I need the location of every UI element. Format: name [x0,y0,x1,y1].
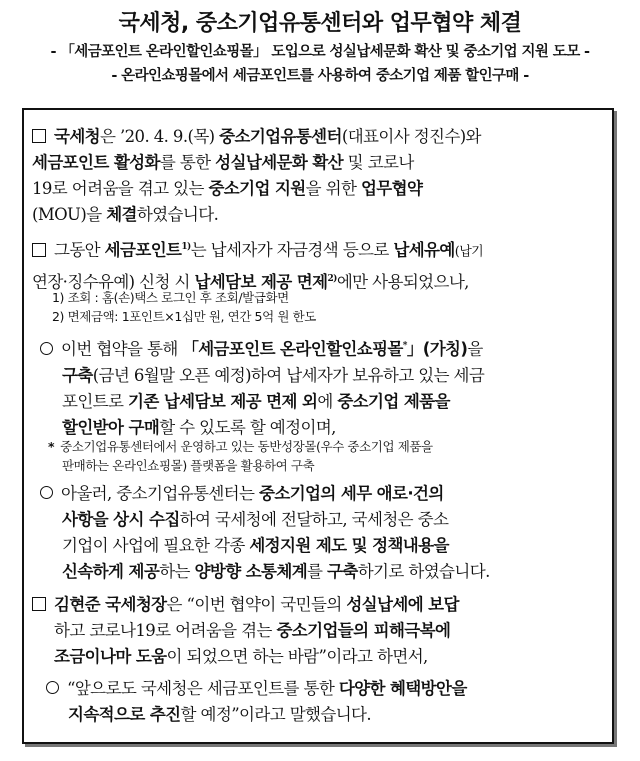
text: 및 코로나 [343,153,414,172]
text: 아울러, 중소기업유통센터는 [61,484,260,503]
text-bold: 중소기업유통센터 [219,127,342,146]
para4-line-4 [40,559,612,585]
text: 를 통한 [159,153,216,172]
footnote-marker: 1) [181,242,191,252]
footnote-marker: * [402,341,407,351]
para5-line-3 [32,644,612,670]
text-bold: 구축 [62,365,93,385]
para2-line-1 [32,234,612,266]
text-bold: 중소기업의 세무 애로·건의 [259,484,444,503]
text: 하고 코로나19로 어려움을 겪는 [54,621,277,640]
text-bold: 중소기업들의 피해극복에 [276,621,451,640]
footnote-marker: 2) [327,273,337,284]
text-bold: 납세담보 제공 면제 [194,272,328,291]
para6-line-1 [46,676,612,702]
text: 할 수 있도록 할 예정이며, [159,417,336,437]
text: 19로 어려움을 겪고 있는 [32,179,209,198]
star-note [48,437,612,475]
square-bullet-icon [32,129,46,143]
square-bullet-icon [32,597,46,611]
text: 중소기업유통센터에서 운영하고 있는 동반성장몰(우수 중소기업 제품을 [60,439,433,454]
para3-line-1 [40,333,612,363]
text-bold: 사항을 상시 수집 [62,510,180,529]
text: (MOU)을 [32,205,107,224]
text-bold: 세정지원 제도 및 정책내용을 [249,536,449,555]
subtitle-2: - 온라인쇼핑몰에서 세금포인트를 사용하여 중소기업 제품 할인구매 - [111,68,529,84]
text-bold: 기존 납세담보 제공 면제 외 [128,391,318,411]
text: 할 예정”이라고 말했습니다. [180,705,372,724]
para1-line-4 [32,202,612,228]
para4-line-2 [40,507,612,533]
text: 는 납세자가 자금경색 등으로 [190,240,394,260]
text: 그동안 [54,240,105,260]
para4-line-3 [40,533,612,559]
text-bold: 납세유예 [393,240,455,260]
para4-line-1 [40,481,612,507]
text-bold: 할인받아 구매 [62,417,160,437]
text: 하기로 하였습니다. [357,562,490,581]
text-bold: 신속하게 제공 [62,562,160,581]
star-note-line-1 [48,437,612,456]
text: 이 되었으면 하는 바람”이라고 하면서, [166,647,428,666]
para1-line-3 [32,176,612,202]
text-bold: 성실납세에 보답 [346,595,459,614]
text-bold: 중소기업 제품을 [337,391,450,411]
text-bold: 업무협약 [360,179,423,198]
text-bold: 「세금포인트 온라인할인쇼핑몰 [182,339,403,359]
subtitle-1: - 「세금포인트 온라인할인쇼핑몰」 도입으로 성실납세문화 확산 및 중소기업 지원 도모 - [50,44,590,60]
text-bold: 세금포인트 활성화 [32,153,160,172]
text: (납기 [454,244,484,260]
para3-line-3 [40,389,612,415]
text: “앞으로도 국세청은 세금포인트를 통한 [67,679,339,698]
page-title: 국세청, 중소기업유통센터와 업무협약 체결 [118,11,522,36]
text-bold: 김현준 국세청장 [54,595,167,614]
text: 하는 [159,562,195,581]
text: 을 위한 [305,179,361,198]
star-note-line-2: 판매하는 온라인쇼핑몰) 플랫폼을 활용하여 구축 [62,458,315,473]
circle-bullet-icon [40,486,53,499]
para1-line-2 [32,150,612,176]
text: 기업이 사업에 필요한 각종 [62,536,250,555]
paragraph-1 [32,124,612,228]
asterisk: * [48,439,55,454]
circle-bullet-icon [40,342,53,355]
circle-bullet-icon [46,681,59,694]
para3-line-2 [40,363,612,389]
paragraph-2 [32,234,612,295]
text-bold: 세금포인트 [104,240,182,260]
para1-line-1 [32,124,612,150]
para6-line-2 [46,702,612,728]
text: (대표이사 정진수)와 [341,127,481,146]
text-bold: 조금이나마 도움 [54,647,167,666]
text: 에만 사용되었으나, [336,272,469,291]
text: 연장·징수유예) 신청 시 [32,272,195,291]
footnote-1: 1) 조회 : 홈(손)택스 로그인 후 조회/발급화면 [52,290,289,305]
paragraph-4 [40,481,612,585]
text: 를 [307,562,328,581]
text-bold: 성실납세문화 확산 [215,153,344,172]
text-bold: 중소기업 지원 [208,179,306,198]
paragraph-3 [40,333,612,441]
text-bold: 지속적으로 추진 [68,705,181,724]
text: 하여 국세청에 전달하고, 국세청은 중소 [179,510,449,529]
text: 을 [467,339,483,359]
paragraph-6 [46,676,612,728]
text-bold: 체결 [106,205,137,224]
text: 에 [317,391,338,411]
text: 하였습니다. [136,205,219,224]
para5-line-1 [32,592,612,618]
text-bold: 국세청 [54,127,101,146]
paragraph-5 [32,592,612,670]
text: (금년 6월말 오픈 예정)하여 납세자가 보유하고 있는 세금 [92,365,485,385]
para5-line-2 [32,618,612,644]
text: 은 “이번 협약이 국민들의 [166,595,347,614]
text: 포인트로 [62,391,129,411]
footnote-2: 2) 면제금액: 1포인트×1십만 원, 연간 5억 원 한도 [52,309,316,324]
text-bold: 」(가칭) [406,339,468,359]
text: 은 ’20. 4. 9.(목) [100,127,220,146]
text-bold: 구축 [327,562,358,581]
text-bold: 다양한 혜택방안을 [338,679,467,698]
square-bullet-icon [32,243,46,257]
text: 이번 협약을 통해 [61,339,183,359]
text-bold: 양방향 소통체계 [194,562,308,581]
